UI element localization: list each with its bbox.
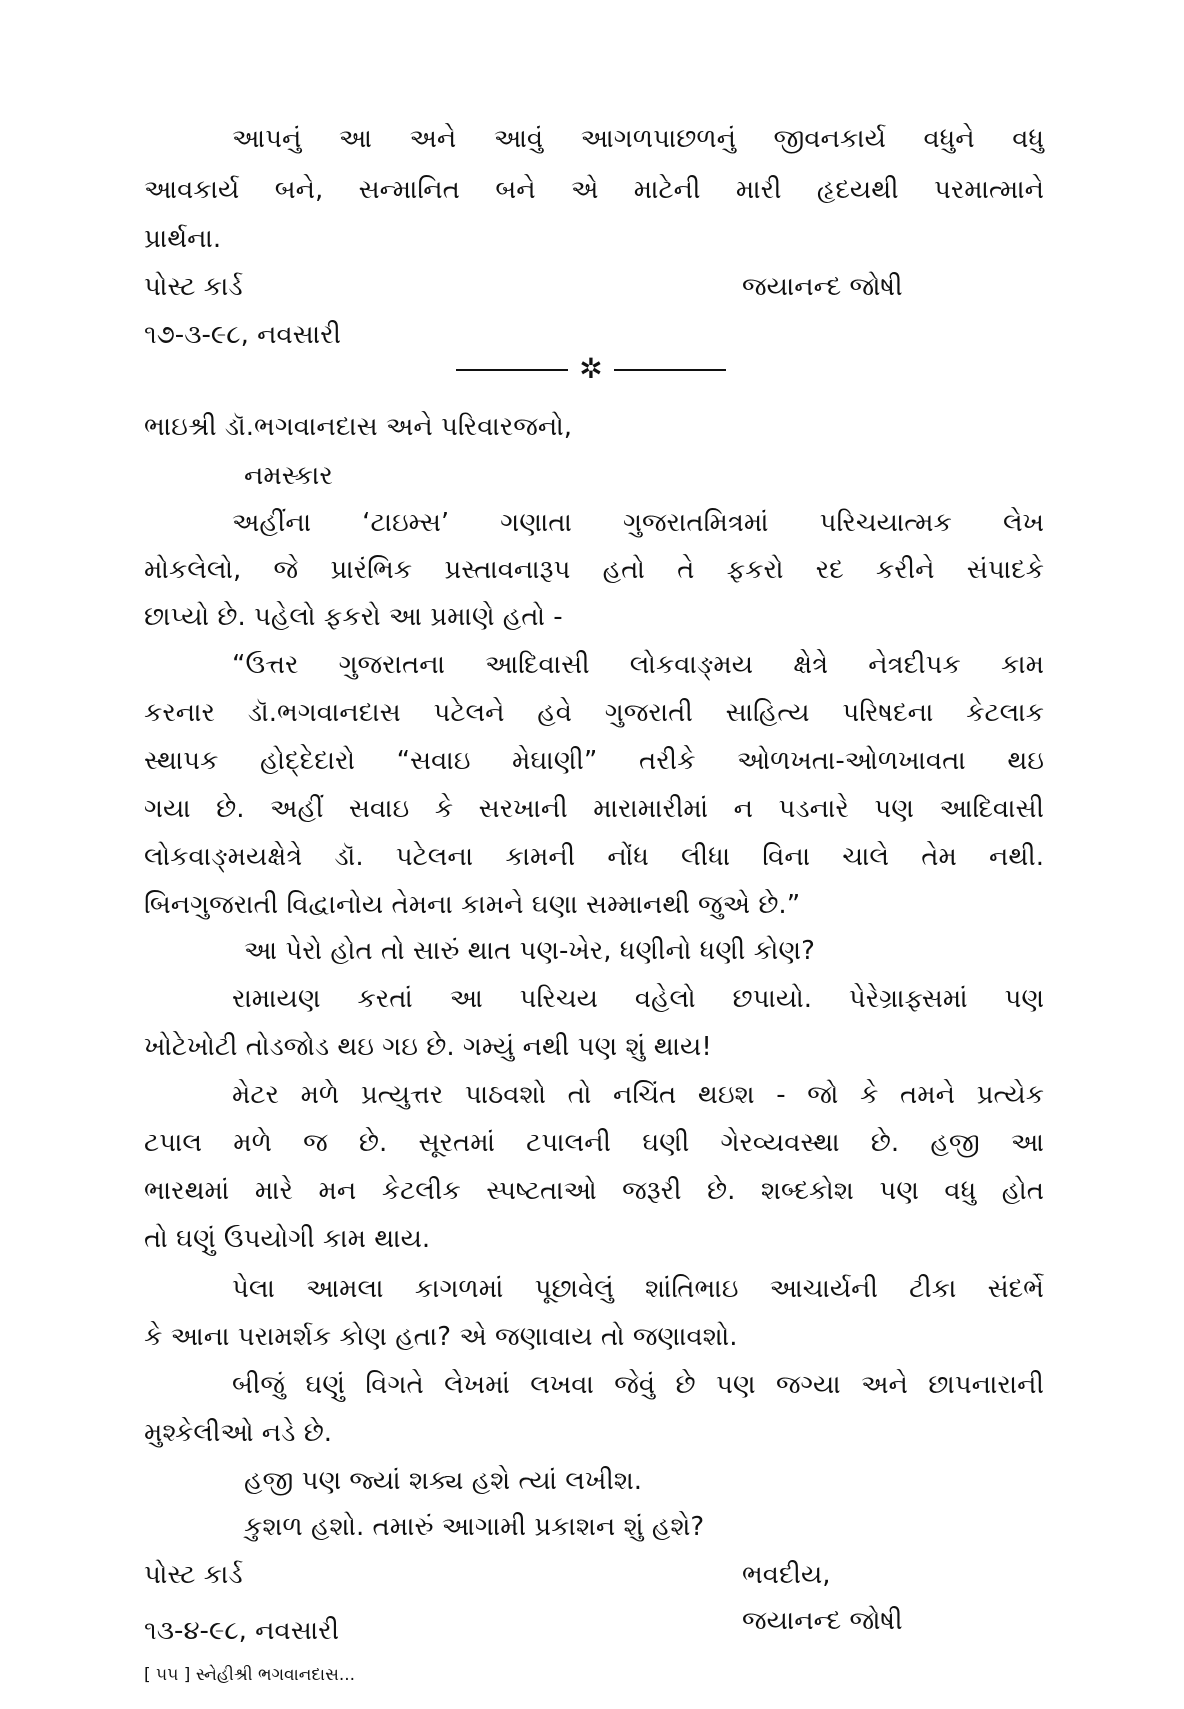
letter2-body-line: તો ઘણું ઉપયોગી કામ થાય.	[144, 1224, 431, 1254]
letter2-body-line: હજી પણ જ્યાં શક્ય હશે ત્યાં લખીશ.	[244, 1466, 643, 1496]
letter2-body-line: ટપાલ મળે જ છે. સૂરતમાં ટપાલની ઘણી ગેરવ્યવસ્થા છે. હજી આ	[144, 1128, 1044, 1158]
letter2-date-place: ૧૩-૪-૯૮, નવસારી	[144, 1616, 340, 1646]
letter2-body-line: કે આના પરામર્શક કોણ હતા? એ જણાવાય તો જણાવશો.	[144, 1322, 738, 1352]
letter1-body-line: આવકાર્ય બને, સન્માનિત બને એ માટેની મારી હૃદયથી પરમાત્માને	[144, 175, 1044, 205]
letter2-body-line: ગયા છે. અહીં સવાઇ કે સરખાની મારામારીમાં ન પડનારે પણ આદિવાસી	[144, 794, 1044, 824]
letter2-body-line: આ પેરો હોત તો સારું થાત પણ-ખેર, ધણીનો ધણી કોણ?	[244, 936, 815, 966]
letter2-body-line: મેટર મળે પ્રત્યુત્તર પાઠવશો તો નચિંત થઇશ - જો કે તમને પ્રત્યેક	[232, 1080, 1044, 1110]
letter2-greeting: નમસ્કાર	[244, 461, 333, 491]
letter2-body-line: બીજું ઘણું વિગતે લેખમાં લખવા જેવું છે પણ જગ્યા અને છાપનારાની	[232, 1370, 1044, 1400]
letter2-body-line: કરનાર ડૉ.ભગવાનદાસ પટેલને હવે ગુજરાતી સાહિત્ય પરિષદના કેટલાક	[144, 698, 1044, 728]
letter2-body-line: પેલા આમલા કાગળમાં પૂછાવેલું શાંતિભાઇ આચાર્યની ટીકા સંદર્ભે	[232, 1274, 1044, 1304]
letter1-date-place: ૧૭-૩-૯૮, નવસારી	[144, 320, 341, 350]
letter1-body-line: આપનું આ અને આવું આગળપાછળનું જીવનકાર્ય વધુને વધુ	[232, 124, 1044, 154]
divider-rule-right	[614, 369, 726, 371]
letter2-signature: જયાનન્દ જોષી	[742, 1606, 903, 1636]
letter2-body-line: છાપ્યો છે. પહેલો ફકરો આ પ્રમાણે હતો -	[144, 602, 563, 632]
letter1-mode: પોસ્ટ કાર્ડ	[144, 272, 243, 302]
letter1-signature: જયાનન્દ જોષી	[742, 272, 903, 302]
letter2-body-line: મોકલેલો, જે પ્રારંભિક પ્રસ્તાવનારૂપ હતો તે ફકરો રદ કરીને સંપાદકે	[144, 555, 1044, 585]
section-divider	[456, 352, 726, 385]
letter2-body-line: ભારથમાં મારે મન કેટલીક સ્પષ્ટતાઓ જરૂરી છે. શબ્દકોશ પણ વધુ હોત	[144, 1176, 1044, 1206]
letter2-body-line: મુશ્કેલીઓ નડે છે.	[144, 1418, 333, 1448]
page-footer: [ ૫૫ ] સ્નેહીશ્રી ભગવાનદાસ...	[144, 1665, 356, 1685]
letter2-closing: ભવદીય,	[742, 1560, 831, 1590]
divider-rule-left	[456, 369, 568, 371]
letter2-body-line: રામાયણ કરતાં આ પરિચય વહેલો છપાયો. પેરેગ્રાફ્સમાં પણ	[232, 984, 1044, 1014]
letter2-body-line: લોકવાઙ્મયક્ષેત્રે ડૉ. પટેલના કામની નોંધ લીધા વિના ચાલે તેમ નથી.	[144, 842, 1044, 872]
letter2-body-line: બિનગુજરાતી વિદ્વાનોય તેમના કામને ઘણા સમ્માનથી જુએ છે.”	[144, 890, 801, 920]
letter2-mode: પોસ્ટ કાર્ડ	[144, 1560, 243, 1590]
letter1-body-line: પ્રાર્થના.	[144, 224, 222, 254]
letter2-body-line: અહીંના ‘ટાઇમ્સ’ ગણાતા ગુજરાતમિત્રમાં પરિચયાત્મક લેખ	[232, 508, 1044, 538]
letter2-salutation: ભાઇશ્રી ડૉ.ભગવાનદાસ અને પરિવારજનો,	[144, 412, 572, 442]
divider-ornament: ✲	[579, 352, 603, 385]
letter2-body-line: કુશળ હશો. તમારું આગામી પ્રકાશન શું હશે?	[244, 1512, 705, 1542]
letter2-body-line: “ઉત્તર ગુજરાતના આદિવાસી લોકવાઙ્મય ક્ષેત્રે નેત્રદીપક કામ	[232, 650, 1044, 680]
letter2-body-line: સ્થાપક હોદ્દેદારો “સવાઇ મેઘાણી” તરીકે ઓળખતા-ઓળખાવતા થઇ	[144, 746, 1044, 776]
letter2-body-line: ખોટેખોટી તોડજોડ થઇ ગઇ છે. ગમ્યું નથી પણ શું થાય!	[144, 1032, 712, 1062]
